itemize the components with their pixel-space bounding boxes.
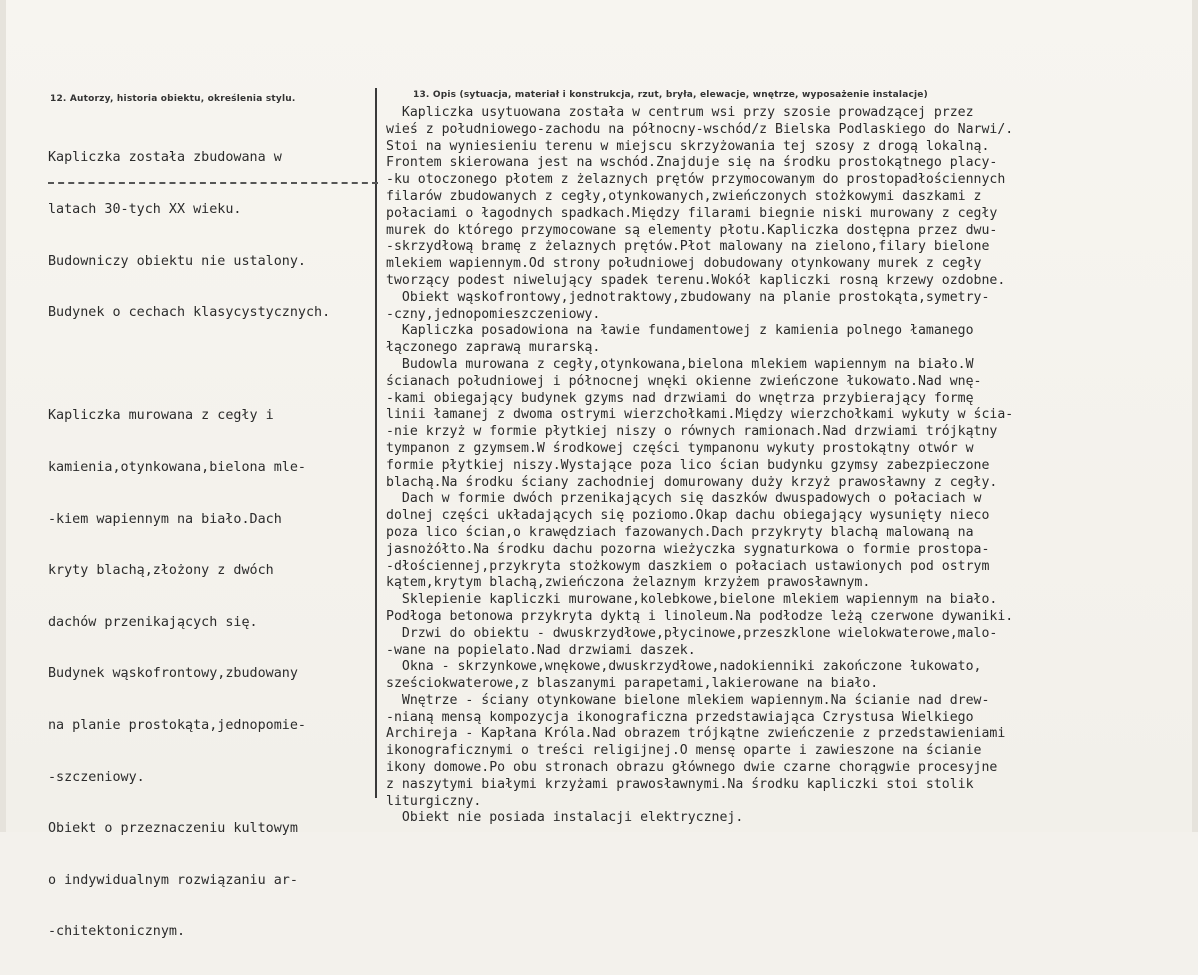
text-line: Obiekt wąskofrontowy,jednotraktowy,zbudowany na planie prostokąta,symetry- <box>386 289 990 305</box>
text-line: na planie prostokąta,jednopomie- <box>48 717 306 733</box>
text-line: Archireja - Kapłana Króla.Nad obrazem trójkątne zwieńczenie z przedstawieniami <box>386 726 1006 742</box>
text-line: linii łamanej z dwoma ostrymi wierzchołkami.Między wierzchołkami wykuty w ścia- <box>386 407 1014 423</box>
text-line: ścianach południowej i północnej wnęki okienne zwieńczone łukowato.Nad wnę- <box>386 373 982 389</box>
text-line: Obiekt o przeznaczeniu kultowym <box>48 821 298 837</box>
text-line: kątem,krytym blachą,zwieńczona żelaznym krzyżem prawosławnym. <box>386 575 871 591</box>
text-line: -szczeniowy. <box>48 769 145 785</box>
text-line: Kapliczka usytuowana została w centrum wsi przy szosie prowadzącej przez <box>386 105 974 120</box>
text-line: połaciami o łagodnych spadkach.Między filarami biegnie niski murowany z cegły <box>386 205 998 221</box>
text-line: Budowla murowana z cegły,otynkowana,bielona mlekiem wapiennym na biało.W <box>386 356 974 372</box>
text-line: -ku otoczonego płotem z żelaznych prętów przymocowanym do prostopadłościennych <box>386 172 1006 188</box>
text-line: Dach w formie dwóch przenikających się daszków dwuspadowych o połaciach w <box>386 491 982 507</box>
text-line: murek do którego przymocowane są elementy płotu.Kapliczka dostępna przez dwu- <box>386 222 998 238</box>
text-line: -chitektonicznym. <box>48 924 186 940</box>
text-line: filarów zbudowanych z cegły,otynkowanych,zwieńczonych stożkowymi daszkami z <box>386 188 982 204</box>
dashed-separator <box>48 182 378 184</box>
text-line: Obiekt nie posiada instalacji elektrycznej. <box>386 810 744 826</box>
text-line: -czny,jednopomieszczeniowy. <box>386 306 601 322</box>
text-line: z naszytymi białymi krzyżami prawosławnymi.Na środku kapliczki stoi stolik <box>386 776 974 792</box>
text-line: ikony domowe.Po obu stronach obrazu głównego dwie czarne chorągwie procesyjne <box>386 760 998 776</box>
text-line: jasnożółto.Na środku dachu pozorna wieżyczka sygnaturkowa o formie prostopa- <box>386 541 990 557</box>
column-divider <box>375 88 377 798</box>
text-line: latach 30-tych XX wieku. <box>48 202 242 217</box>
text-line: Budowniczy obiektu nie ustalony. <box>48 253 306 269</box>
left-edge <box>0 0 6 832</box>
text-line: Frontem skierowana jest na wschód.Znajduje się na środku prostokątnego placy- <box>386 155 998 171</box>
text-line: -wane na popielato.Nad drzwiami daszek. <box>386 642 696 658</box>
text-line: Wnętrze - ściany otynkowane bielone mlekiem wapiennym.Na ścianie nad drew- <box>386 692 990 708</box>
text-line: Sklepienie kapliczki murowane,kolebkowe,bielone mlekiem wapiennym na biało. <box>386 592 998 608</box>
text-line: dolnej części układających się poziomo.Okap dachu obiegający wysunięty nieco <box>386 508 990 524</box>
text-line: o indywidualnym rozwiązaniu ar- <box>48 872 298 888</box>
section-12-header: 12. Autorzy, historia obiektu, określenia stylu. <box>50 94 296 104</box>
text-line: Budynek o cechach klasycystycznych. <box>48 305 331 321</box>
text-line: kamienia,otynkowana,bielona mle- <box>48 459 306 475</box>
text-line: Kapliczka posadowiona na ławie fundamentowej z kamienia polnego łamanego <box>386 323 974 339</box>
text-line: Drzwi do obiektu - dwuskrzydłowe,płycinowe,przeszklone wielokwaterowe,malo- <box>386 625 998 641</box>
right-edge <box>1192 0 1198 832</box>
text-line: -dłościennej,przykryta stożkowym daszkiem o połaciach ustawionych pod ostrym <box>386 558 990 574</box>
text-line: ikonograficznymi o treści religijnej.O mensę oparte i zawieszone na ścianie <box>386 743 982 759</box>
text-line: -nianą mensą kompozycja ikonograficzna przedstawiająca Czrystusa Wielkiego <box>386 709 974 725</box>
text-line: -kami obiegający budynek gzyms nad drzwiami do wnętrza przybierający formę <box>386 390 974 406</box>
text-line: Kapliczka została zbudowana w <box>48 150 282 166</box>
text-line: Okna - skrzynkowe,wnękowe,dwuskrzydłowe,nadokienniki zakończone łukowato, <box>386 659 982 675</box>
text-line: wieś z południowego-zachodu na północny-wschód/z Bielska Podlaskiego do Narwi/. <box>386 121 1014 137</box>
separator-gap <box>48 356 330 373</box>
text-line: Podłoga betonowa przykryta dyktą i linoleum.Na podłodze leżą czerwone dywaniki. <box>386 608 1014 624</box>
section-13-header: 13. Opis (sytuacja, materiał i konstrukcja, rzut, bryła, elewacje, wnętrze, wyposażenie instalacje) <box>413 90 928 100</box>
text-line: -kiem wapiennym na biało.Dach <box>48 511 282 527</box>
text-line: tworzący podest niwelujący spadek terenu.Wokół kapliczki rosną krzewy ozdobne. <box>386 272 1006 288</box>
text-line: Budynek wąskofrontowy,zbudowany <box>48 666 298 682</box>
text-line: łączonego zaprawą murarską. <box>386 340 601 356</box>
text-line: tympanon z gzymsem.W środkowej części tympanonu wykuty prostokątny otwór w <box>386 440 974 456</box>
text-line: poza lico ścian,o krawędziach fazowanych.Dach przykryty blachą malowaną na <box>386 524 974 540</box>
text-line: liturgiczny. <box>386 793 482 809</box>
text-line: -nie krzyż w formie płytkiej niszy o równych ramionach.Nad drzwiami trójkątny <box>386 424 998 440</box>
text-line: Kapliczka murowana z cegły i <box>48 408 274 424</box>
text-line: dachów przenikających się. <box>48 614 258 630</box>
text-line: sześciokwaterowe,z blaszanymi parapetami,lakierowane na biało. <box>386 676 879 692</box>
text-line: mlekiem wapiennym.Od strony południowej dobudowany otynkowany murek z cegły <box>386 256 982 272</box>
text-line: kryty blachą,złożony z dwóch <box>48 563 274 579</box>
text-line: Stoi na wyniesieniu terenu w miejscu skrzyżowania tej szosy z drogą lokalną. <box>386 138 990 154</box>
section-12-text <box>48 115 330 975</box>
section-13-text <box>386 105 1013 827</box>
text-line: formie płytkiej niszy.Wystające poza lico ścian budynku gzymsy zabezpieczone <box>386 457 990 473</box>
text-line: blachą.Na środku ściany zachodniej domurowany duży krzyż prawosławny z cegły. <box>386 474 998 490</box>
text-line: -skrzydłową bramę z żelaznych prętów.Płot malowany na zielono,filary bielone <box>386 239 990 255</box>
